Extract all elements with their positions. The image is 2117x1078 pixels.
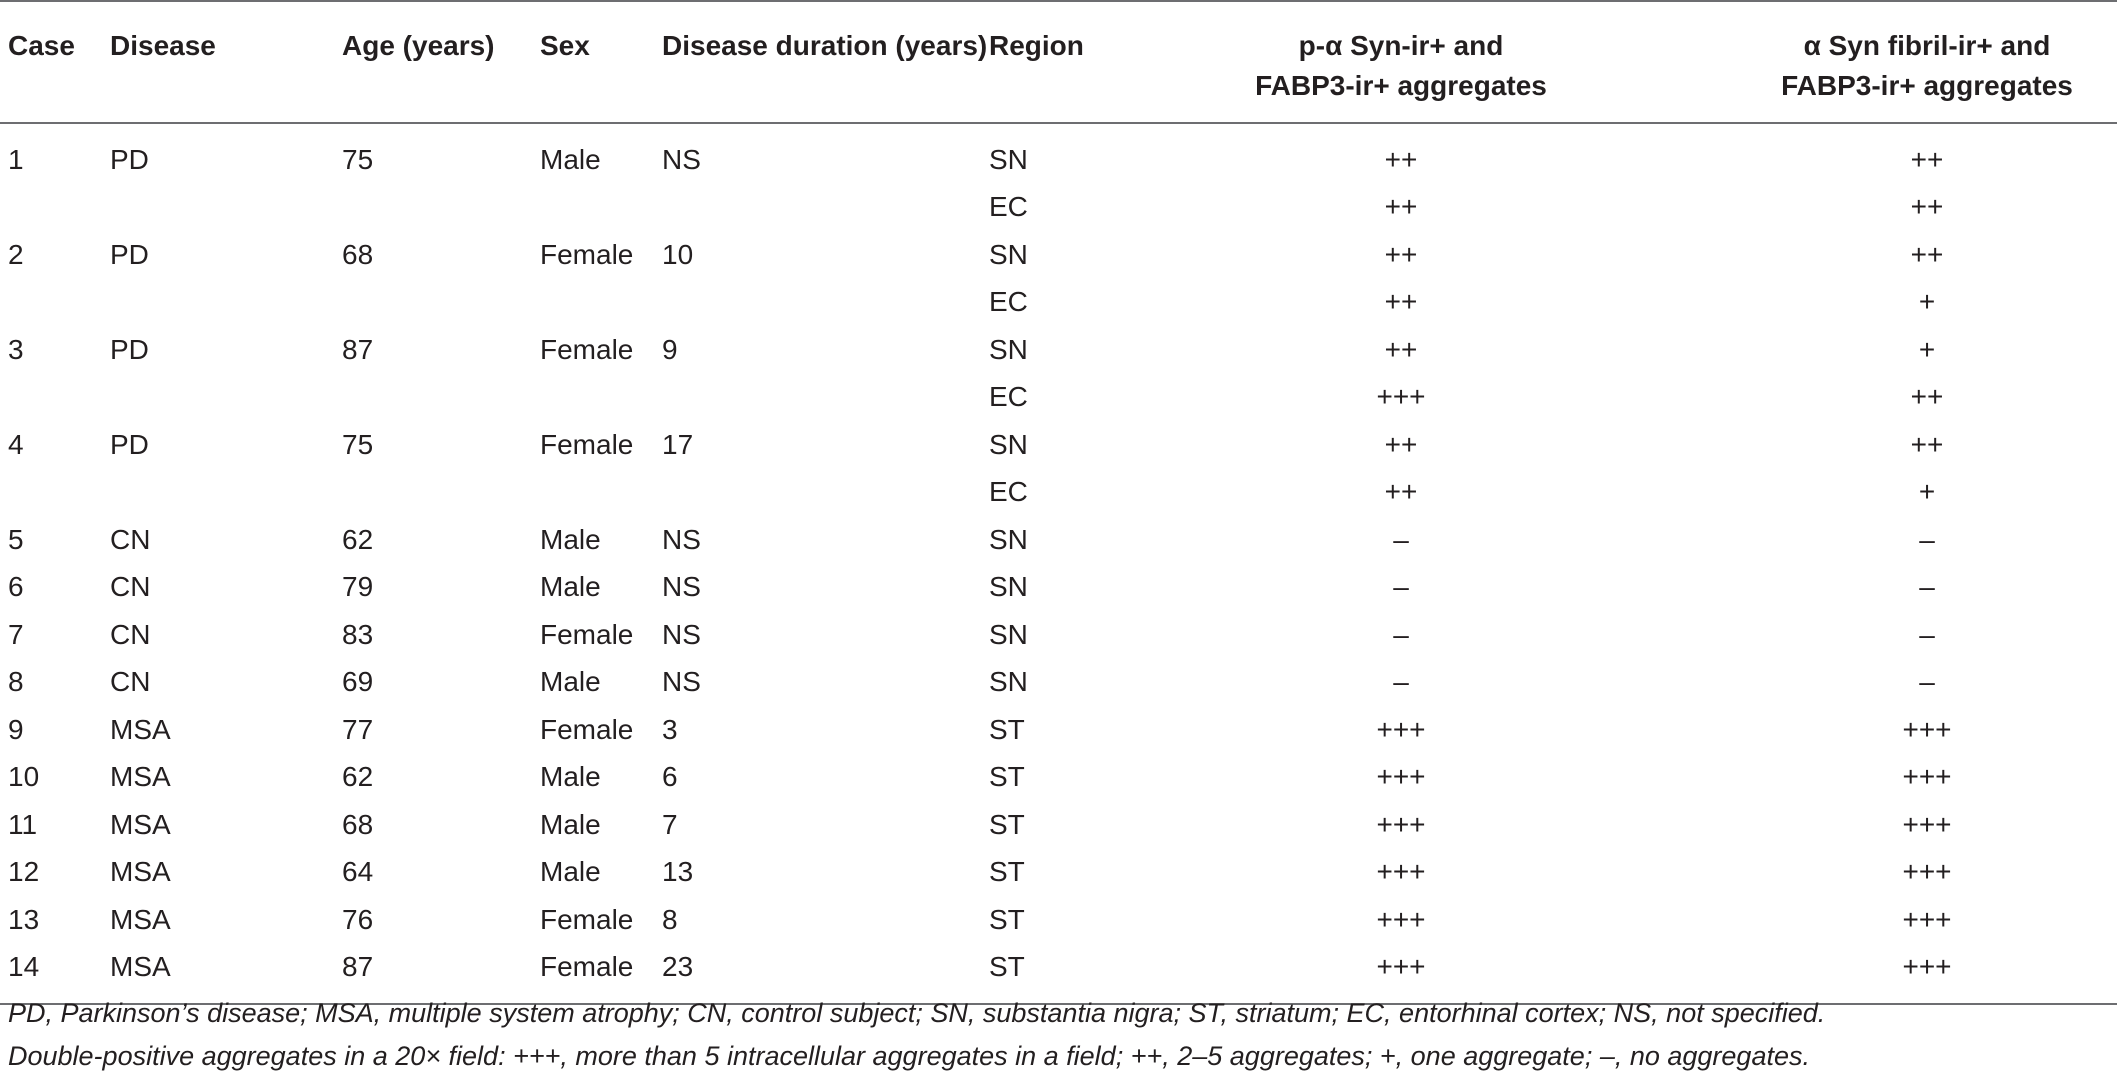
cell-disease: PD: [110, 143, 149, 175]
header-case: Case: [0, 1, 110, 123]
cell-age: [250, 374, 450, 422]
cell-disease: MSA: [110, 713, 171, 745]
header-region: Region: [895, 1, 1045, 123]
cell-age: 62: [342, 761, 374, 793]
cell-fibril-aggregates: ++: [1910, 191, 1944, 223]
table-footnotes: [8, 992, 2108, 1078]
footnote-scoring: Double-positive aggregates in a 20× field: +++, more than 5 intracellular aggregates in a field; ++, 2–5 aggregates; +, one aggregate; –, no aggregates.: [8, 1041, 1810, 1071]
cell-duration: NS: [662, 523, 701, 555]
cell-disease: [110, 469, 250, 517]
cell-fibril-aggregates: –: [1919, 571, 1935, 603]
cell-age: [250, 469, 450, 517]
cell-sex: [450, 184, 575, 232]
cell-pasyn-aggregates: +++: [1376, 713, 1426, 745]
cell-disease: [110, 184, 250, 232]
cell-pasyn-aggregates: ++: [1384, 238, 1418, 270]
cell-region: SN: [989, 571, 1028, 603]
cell-case: 3: [8, 333, 24, 365]
cell-sex: Female: [450, 944, 575, 1005]
cell-duration: [575, 279, 895, 327]
cell-fibril-aggregates: ++: [1910, 143, 1944, 175]
header-sex: Sex: [450, 1, 575, 123]
cell-age: [250, 279, 450, 327]
cell-pasyn-aggregates: ++: [1384, 143, 1418, 175]
cell-case: 13: [8, 903, 40, 935]
cell-case: 8: [8, 666, 24, 698]
table-row: [0, 516, 2117, 564]
cell-case: 14: [0, 944, 110, 1005]
cell-pasyn-aggregates: –: [1393, 523, 1409, 555]
cell-sex: Female: [540, 713, 634, 745]
cell-disease: PD: [110, 333, 149, 365]
cell-pasyn-aggregates: +++: [1045, 944, 1607, 1005]
cell-sex: Male: [540, 666, 601, 698]
cell-sex: Female: [540, 903, 634, 935]
cell-case: 9: [8, 713, 24, 745]
cell-age: 75: [342, 143, 374, 175]
cell-age: 69: [342, 666, 374, 698]
cell-pasyn-aggregates: ++: [1384, 333, 1418, 365]
cell-fibril-aggregates: +: [1918, 476, 1936, 508]
cell-duration: 3: [662, 713, 678, 745]
cell-duration: [575, 469, 895, 517]
cell-fibril-aggregates: ++: [1910, 381, 1944, 413]
cell-case: 7: [8, 618, 24, 650]
cell-sex: [450, 279, 575, 327]
cell-age: [250, 184, 450, 232]
cell-disease: PD: [110, 238, 149, 270]
table-row: [0, 849, 2117, 897]
cell-disease: [110, 374, 250, 422]
cell-duration: NS: [662, 618, 701, 650]
table-row: [0, 231, 2117, 279]
cell-age: 87: [342, 333, 374, 365]
cell-pasyn-aggregates: ++: [1384, 191, 1418, 223]
header-fibril-line2: FABP3-ir+ aggregates: [1781, 70, 2073, 101]
header-pasyn-aggregates: [1045, 1, 1607, 123]
cell-pasyn-aggregates: +++: [1376, 903, 1426, 935]
cell-fibril-aggregates: ++: [1910, 238, 1944, 270]
cell-sex: Male: [540, 808, 601, 840]
cell-age: 64: [342, 856, 374, 888]
cell-sex: Female: [540, 428, 634, 460]
table-row: [0, 326, 2117, 374]
header-disease: Disease: [110, 1, 250, 123]
cell-sex: Female: [540, 238, 634, 270]
cell-pasyn-aggregates: ++: [1384, 286, 1418, 318]
cell-case: [0, 374, 110, 422]
cell-region: ST: [989, 761, 1025, 793]
table-row: [0, 896, 2117, 944]
cell-duration: 6: [662, 761, 678, 793]
cell-duration: 23: [575, 944, 895, 1005]
cell-duration: NS: [662, 666, 701, 698]
cell-fibril-aggregates: ++: [1910, 428, 1944, 460]
cell-fibril-aggregates: –: [1919, 523, 1935, 555]
cell-disease: CN: [110, 618, 151, 650]
cell-case: 5: [8, 523, 24, 555]
cell-fibril-aggregates: +++: [1902, 903, 1952, 935]
cell-pasyn-aggregates: +++: [1376, 808, 1426, 840]
cell-fibril-aggregates: +++: [1902, 713, 1952, 745]
cell-region: SN: [989, 238, 1028, 270]
cell-region: ST: [989, 808, 1025, 840]
cell-age: 83: [342, 618, 374, 650]
cell-disease: [110, 279, 250, 327]
cell-age: 79: [342, 571, 374, 603]
cell-case: 2: [8, 238, 24, 270]
table-row: [0, 564, 2117, 612]
table-row: [0, 184, 2117, 232]
cell-duration: 7: [662, 808, 678, 840]
cell-region: EC: [989, 381, 1028, 413]
cell-sex: Male: [540, 761, 601, 793]
cell-case: 10: [8, 761, 40, 793]
cell-region: SN: [989, 428, 1028, 460]
cell-duration: 9: [662, 333, 678, 365]
header-duration: Disease duration (years): [575, 1, 895, 123]
table-row: [0, 469, 2117, 517]
cell-case: [0, 279, 110, 327]
cell-disease: MSA: [110, 761, 171, 793]
cell-fibril-aggregates: –: [1919, 618, 1935, 650]
cell-sex: Male: [540, 571, 601, 603]
cell-disease: PD: [110, 428, 149, 460]
cell-fibril-aggregates: –: [1919, 666, 1935, 698]
cell-pasyn-aggregates: –: [1393, 571, 1409, 603]
cell-fibril-aggregates: +++: [1607, 944, 2117, 1005]
header-fibril-line1: α Syn fibril-ir+ and: [1803, 30, 2051, 61]
header-age: Age (years): [250, 1, 450, 123]
cell-case: [0, 184, 110, 232]
cell-region: ST: [895, 944, 1045, 1005]
cell-pasyn-aggregates: ++: [1384, 476, 1418, 508]
cell-sex: Female: [540, 333, 634, 365]
cell-case: 12: [8, 856, 40, 888]
cell-region: EC: [989, 191, 1028, 223]
cell-region: SN: [989, 143, 1028, 175]
cell-sex: Female: [540, 618, 634, 650]
cell-disease: MSA: [110, 856, 171, 888]
cell-region: ST: [989, 903, 1025, 935]
table-row: [0, 754, 2117, 802]
cell-duration: NS: [662, 143, 701, 175]
cell-fibril-aggregates: +++: [1902, 761, 1952, 793]
cell-age: 87: [250, 944, 450, 1005]
cell-age: 62: [342, 523, 374, 555]
table-row: [0, 801, 2117, 849]
cell-age: 68: [342, 238, 374, 270]
cell-sex: Male: [540, 523, 601, 555]
cell-case: 4: [8, 428, 24, 460]
cell-fibril-aggregates: +: [1918, 333, 1936, 365]
cell-pasyn-aggregates: –: [1393, 666, 1409, 698]
cell-sex: Male: [540, 856, 601, 888]
cell-pasyn-aggregates: +++: [1376, 856, 1426, 888]
table-row: [0, 421, 2117, 469]
cell-region: SN: [989, 618, 1028, 650]
cell-age: 76: [342, 903, 374, 935]
cell-region: SN: [989, 666, 1028, 698]
cell-duration: [575, 184, 895, 232]
cell-region: SN: [989, 523, 1028, 555]
cell-disease: CN: [110, 523, 151, 555]
cell-sex: [450, 374, 575, 422]
cell-duration: 13: [662, 856, 694, 888]
cell-sex: Male: [540, 143, 601, 175]
cell-disease: MSA: [110, 944, 250, 1005]
cell-case: 1: [8, 143, 24, 175]
cell-fibril-aggregates: +++: [1902, 808, 1952, 840]
header-pasyn-line2: FABP3-ir+ aggregates: [1255, 70, 1547, 101]
cell-age: 77: [342, 713, 374, 745]
table-row: [0, 123, 2117, 184]
cell-case: 6: [8, 571, 24, 603]
cell-region: SN: [989, 333, 1028, 365]
cell-pasyn-aggregates: ++: [1384, 428, 1418, 460]
cell-age: 68: [342, 808, 374, 840]
table-body: [0, 123, 2117, 1004]
cell-sex: [450, 469, 575, 517]
header-fibril-aggregates: [1607, 1, 2117, 123]
table-row: [0, 706, 2117, 754]
cell-pasyn-aggregates: +++: [1376, 761, 1426, 793]
cell-fibril-aggregates: +++: [1902, 856, 1952, 888]
cell-case: [0, 469, 110, 517]
table-row: [0, 279, 2117, 327]
cell-disease: MSA: [110, 903, 171, 935]
cell-duration: [575, 374, 895, 422]
cell-region: EC: [989, 286, 1028, 318]
cell-duration: 8: [662, 903, 678, 935]
cell-pasyn-aggregates: +++: [1376, 381, 1426, 413]
cell-region: ST: [989, 856, 1025, 888]
table-row: [0, 659, 2117, 707]
table-row: [0, 611, 2117, 659]
cell-pasyn-aggregates: –: [1393, 618, 1409, 650]
footnote-abbreviations: PD, Parkinson’s disease; MSA, multiple system atrophy; CN, control subject; SN, substantia nigra; ST, striatum; EC, entorhinal cortex; NS, not specified.: [8, 998, 1826, 1028]
cell-disease: MSA: [110, 808, 171, 840]
cell-region: ST: [989, 713, 1025, 745]
cell-region: EC: [989, 476, 1028, 508]
cell-duration: 10: [662, 238, 694, 270]
table-header-row: [0, 1, 2117, 123]
table-row: [0, 374, 2117, 422]
cell-duration: 17: [662, 428, 694, 460]
cell-age: 75: [342, 428, 374, 460]
cell-duration: NS: [662, 571, 701, 603]
header-pasyn-line1: p-α Syn-ir+ and: [1298, 30, 1504, 61]
cell-fibril-aggregates: +: [1918, 286, 1936, 318]
cell-case: 11: [8, 808, 38, 840]
cell-disease: CN: [110, 571, 151, 603]
cell-disease: CN: [110, 666, 151, 698]
